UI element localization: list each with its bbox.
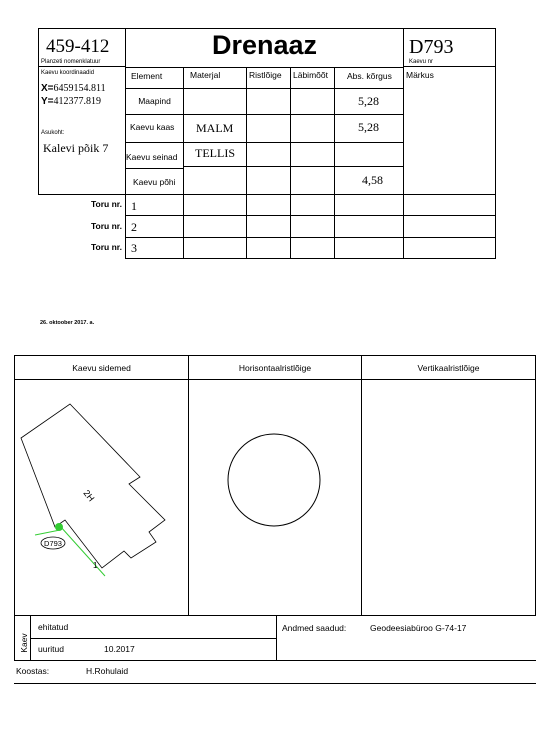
horizontal-section-drawing: [189, 380, 361, 615]
side-label: Kaev: [19, 633, 29, 653]
pipe-number-3: 3: [131, 241, 137, 255]
coordinates-label: Kaevu koordinaadid: [41, 70, 95, 76]
row-height-lid: 5,28: [358, 120, 379, 134]
coordinate-x-label: X=: [41, 83, 54, 94]
col-header-material: Materjal: [190, 70, 221, 80]
row-height-ground: 5,28: [358, 94, 379, 108]
coordinate-x: [41, 83, 106, 94]
section-title-vertical: Vertikaalristlõige: [417, 363, 480, 373]
row-material-walls: TELLIS: [195, 146, 235, 160]
pipe-label-1: Toru nr.: [90, 199, 122, 209]
pipe-number-label: 1: [93, 561, 98, 570]
data-source-value: Geodeesiabüroo G-74-17: [370, 623, 467, 633]
well-code: D793: [409, 36, 454, 58]
row-element-lid: Kaevu kaas: [130, 122, 175, 132]
row-material-lid: MALM: [196, 121, 234, 135]
col-header-element: Element: [131, 71, 163, 81]
well-code-label: Kaevu nr: [409, 59, 434, 65]
pipe-number-1: 1: [131, 199, 137, 213]
row-height-bottom: 4,58: [362, 173, 383, 187]
col-header-cross-section: Ristlõige: [249, 70, 282, 80]
data-source-label: Andmed saadud:: [282, 623, 347, 633]
built-label: ehitatud: [38, 622, 69, 632]
pipe-label-2: Toru nr.: [90, 221, 122, 231]
location-value: Kalevi põik 7: [43, 141, 109, 155]
well-marker: [55, 523, 63, 531]
pipe-line: [60, 526, 105, 576]
col-header-diameter: Läbimõõt: [293, 70, 328, 80]
col-header-abs-height: Abs. kõrgus: [347, 71, 392, 81]
author-name: H.Rohulaid: [86, 666, 129, 676]
row-element-ground: Maapind: [138, 96, 171, 106]
nomenclature-number: 459-412: [46, 36, 110, 57]
surveyed-date: 10.2017: [104, 644, 135, 654]
section-title-connections: Kaevu sidemed: [72, 363, 131, 373]
connections-map: [15, 380, 188, 615]
date-text: 26. oktoober 2017. a.: [40, 320, 95, 326]
building-label: 2H: [81, 488, 97, 504]
location-label: Asukoht:: [41, 130, 65, 136]
pipe-label-3: Toru nr.: [90, 242, 122, 252]
coordinate-x-value: 6459154.811: [53, 83, 106, 94]
coordinate-y-label: Y=: [41, 96, 54, 107]
author-label: Koostas:: [16, 666, 50, 676]
coordinate-y-value: 412377.819: [53, 96, 102, 107]
pipe-number-2: 2: [131, 220, 137, 234]
surveyed-label: uuritud: [38, 644, 64, 654]
pipe-line-branch: [35, 530, 60, 535]
section-title-horizontal: Horisontaalristlõige: [238, 363, 312, 373]
coordinate-y: [41, 96, 101, 107]
page-title: Drenaaz: [211, 30, 318, 60]
nomenclature-label: Planzeti nomenklatuur: [41, 59, 101, 65]
row-element-walls: Kaevu seinad: [126, 152, 178, 162]
well-circle: [228, 434, 320, 526]
row-element-bottom: Kaevu põhi: [133, 177, 176, 187]
col-header-notes: Märkus: [406, 70, 434, 80]
well-tag-text: D793: [44, 539, 62, 548]
